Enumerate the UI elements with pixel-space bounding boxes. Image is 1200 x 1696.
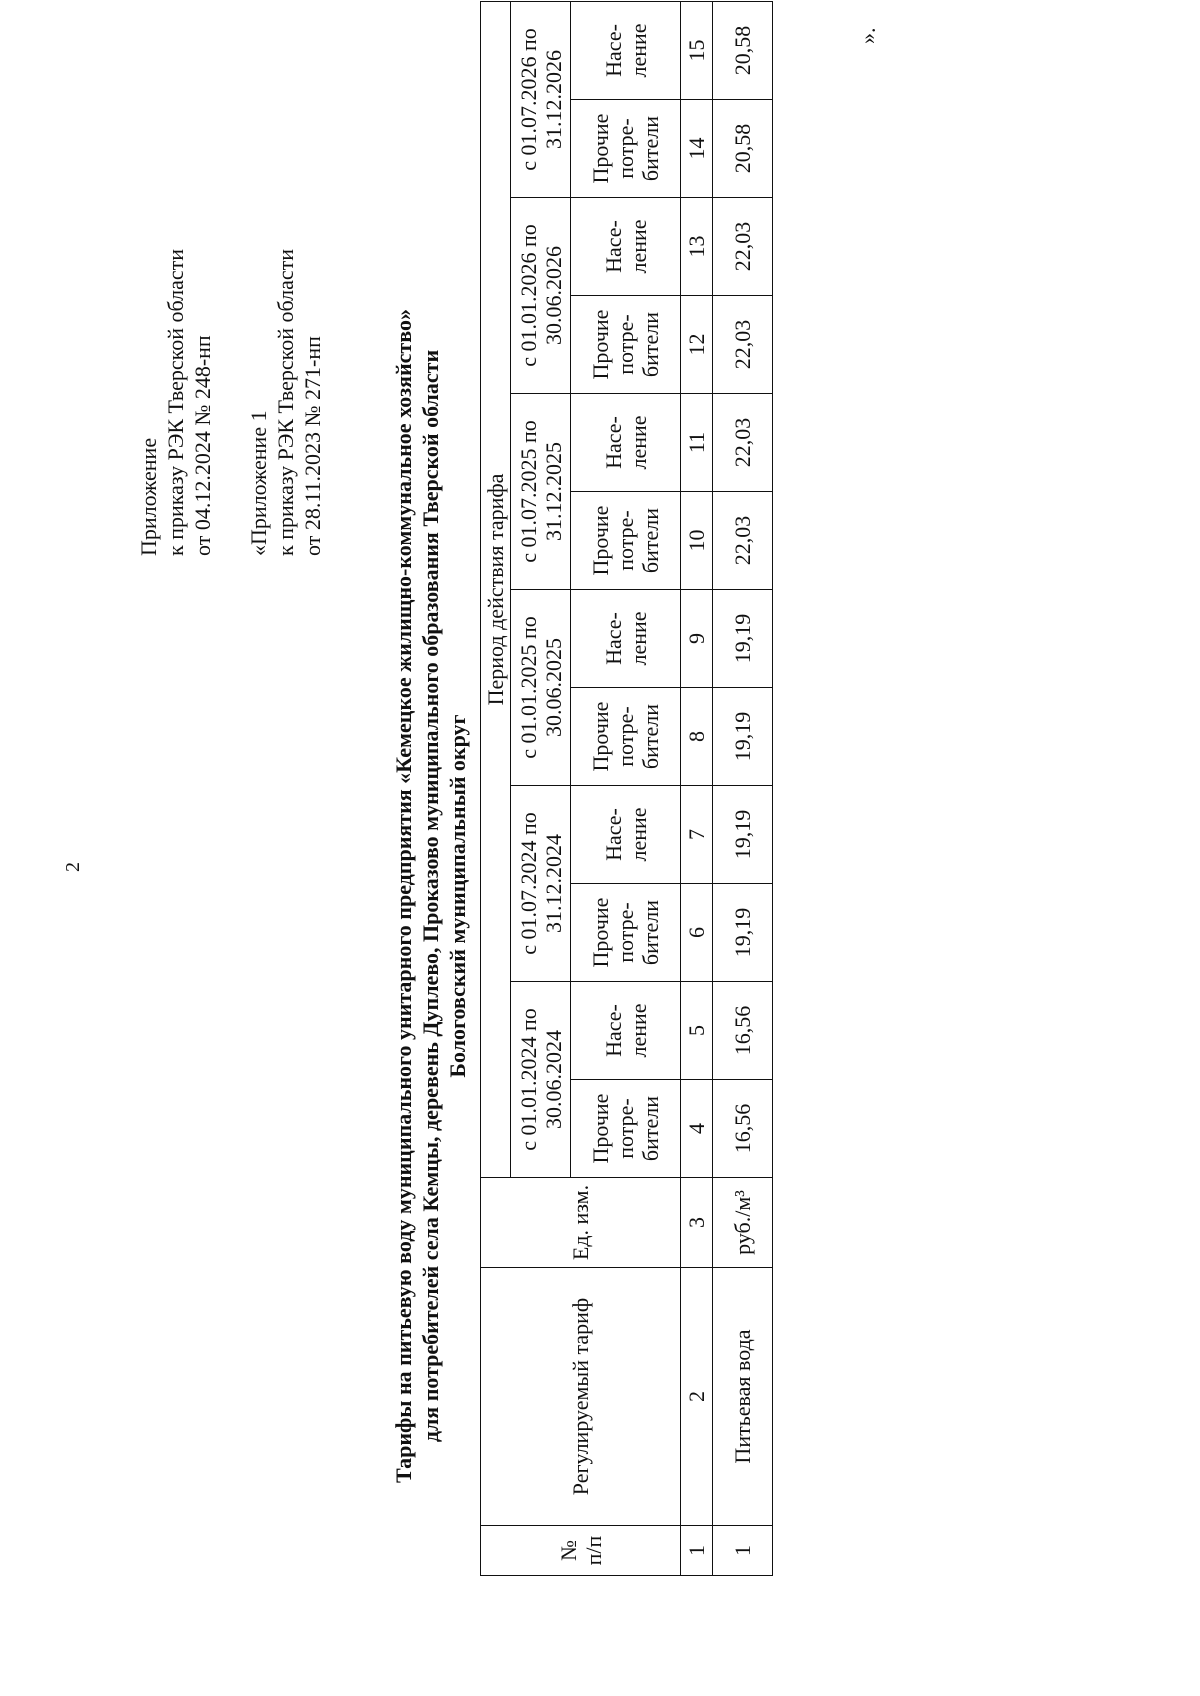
column-number: 15: [681, 1, 713, 99]
column-number: 8: [681, 688, 713, 786]
tariff-value: 22,03: [713, 492, 773, 590]
header-other-consumers: Прочие потре-бители: [571, 296, 681, 394]
column-number: 6: [681, 884, 713, 982]
tariff-value: 16,56: [713, 1080, 773, 1178]
column-number: 3: [681, 1178, 713, 1268]
annex-previous-line-1: «Приложение 1: [246, 410, 271, 556]
annex-current-line-2: к приказу РЭК Тверской области: [163, 248, 188, 556]
header-population: Насе-ление: [571, 982, 681, 1080]
tariff-value: 20,58: [713, 100, 773, 198]
header-other-consumers: Прочие потре-бители: [571, 1080, 681, 1178]
column-number: 1: [681, 1526, 713, 1576]
column-number: 9: [681, 590, 713, 688]
title-line-3: Бологовский муниципальный округ: [445, 714, 470, 1078]
header-population: Насе-ление: [571, 786, 681, 884]
closing-quote: ».: [855, 27, 880, 44]
column-number: 12: [681, 296, 713, 394]
annex-current-line-1: Приложение: [136, 437, 161, 556]
header-population: Насе-ление: [571, 590, 681, 688]
table-row: [713, 1, 773, 1575]
column-number: 7: [681, 786, 713, 884]
tariff-value: 22,03: [713, 198, 773, 296]
annex-previous: [245, 249, 326, 556]
annex-previous-line-2: к приказу РЭК Тверской области: [273, 248, 298, 556]
header-other-consumers: Прочие потре-бители: [571, 688, 681, 786]
header-population: Насе-ление: [571, 394, 681, 492]
header-population: Насе-ление: [571, 1, 681, 99]
column-number: 10: [681, 492, 713, 590]
tariff-table: [480, 1, 773, 1576]
tariff-value: 19,19: [713, 688, 773, 786]
tariff-value: 19,19: [713, 884, 773, 982]
row-number: 1: [713, 1526, 773, 1576]
header-number: № п/п: [481, 1526, 681, 1576]
header-population: Насе-ление: [571, 198, 681, 296]
tariff-value: 19,19: [713, 786, 773, 884]
column-number: 5: [681, 982, 713, 1080]
header-period-2: с 01.07.2024 по 31.12.2024: [511, 786, 571, 982]
tariff-value: 22,03: [713, 394, 773, 492]
document-title: [390, 296, 471, 1496]
column-number-row: [681, 1, 713, 1575]
page-number: 2: [62, 862, 84, 872]
header-period-3: с 01.01.2025 по 30.06.2025: [511, 590, 571, 786]
column-number: 2: [681, 1268, 713, 1526]
title-line-2: для потребителей села Кемцы, деревень Дуплево, Проказово муниципального образования Тверской области: [418, 349, 443, 1443]
header-period-6: с 01.07.2026 по 31.12.2026: [511, 1, 571, 197]
header-other-consumers: Прочие потре-бители: [571, 100, 681, 198]
annex-previous-line-3: от 28.11.2023 № 271-нп: [300, 336, 325, 556]
header-period-5: с 01.01.2026 по 30.06.2026: [511, 198, 571, 394]
header-period-1: с 01.01.2024 по 30.06.2024: [511, 982, 571, 1178]
header-period: Период действия тарифа: [481, 1, 511, 1177]
header-other-consumers: Прочие потре-бители: [571, 492, 681, 590]
header-unit: Ед. изм.: [481, 1178, 681, 1268]
column-number: 13: [681, 198, 713, 296]
header-tariff: Регулируемый тариф: [481, 1268, 681, 1526]
row-unit: руб./м³: [713, 1178, 773, 1268]
header-other-consumers: Прочие потре-бители: [571, 884, 681, 982]
title-line-1: Тарифы на питьевую воду муниципального унитарного предприятия «Кемецкое жилищно-коммунальное хозяйство»: [391, 309, 416, 1483]
column-number: 11: [681, 394, 713, 492]
header-period-4: с 01.07.2025 по 31.12.2025: [511, 394, 571, 590]
column-number: 4: [681, 1080, 713, 1178]
tariff-value: 19,19: [713, 590, 773, 688]
annex-current-line-3: от 04.12.2024 № 248-нп: [190, 335, 215, 556]
tariff-value: 16,56: [713, 982, 773, 1080]
tariff-value: 22,03: [713, 296, 773, 394]
row-tariff-name: Питьевая вода: [713, 1268, 773, 1526]
tariff-value: 20,58: [713, 1, 773, 99]
annex-current: [135, 249, 216, 556]
column-number: 14: [681, 100, 713, 198]
